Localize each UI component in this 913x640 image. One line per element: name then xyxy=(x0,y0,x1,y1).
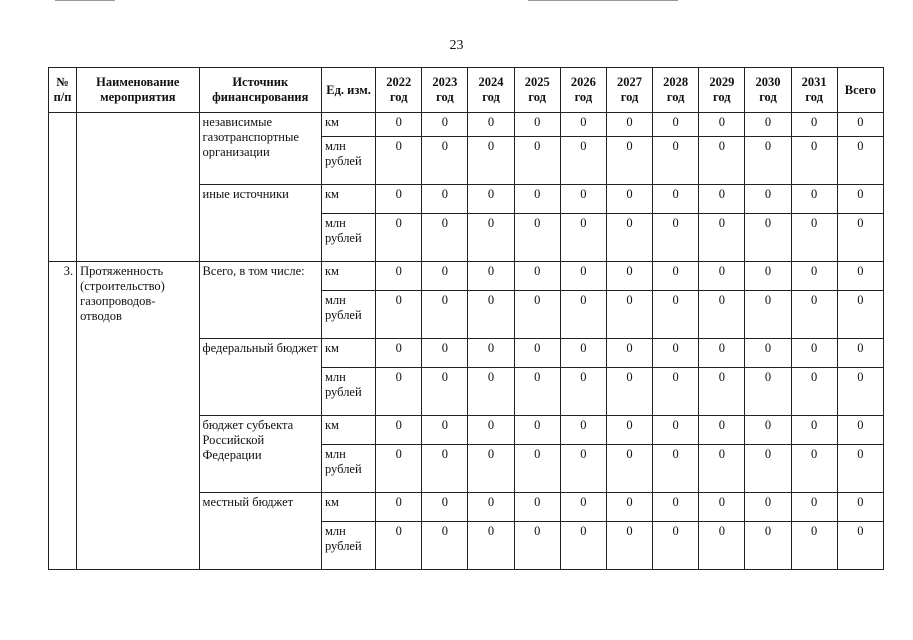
value-cell: 0 xyxy=(514,113,560,137)
unit-million-rub: млн рублей xyxy=(321,291,375,339)
value-cell: 0 xyxy=(699,368,745,416)
total-cell: 0 xyxy=(837,368,883,416)
value-cell: 0 xyxy=(376,445,422,493)
value-cell: 0 xyxy=(468,214,514,262)
value-cell: 0 xyxy=(791,416,837,445)
value-cell: 0 xyxy=(422,262,468,291)
value-cell: 0 xyxy=(514,214,560,262)
value-cell: 0 xyxy=(514,185,560,214)
value-cell: 0 xyxy=(653,185,699,214)
total-cell: 0 xyxy=(837,445,883,493)
unit-km: км xyxy=(321,113,375,137)
value-cell: 0 xyxy=(376,522,422,570)
unit-km: км xyxy=(321,416,375,445)
value-cell: 0 xyxy=(699,113,745,137)
value-cell: 0 xyxy=(606,416,652,445)
value-cell: 0 xyxy=(606,137,652,185)
value-cell: 0 xyxy=(560,113,606,137)
header-year: 2028 год xyxy=(653,68,699,113)
unit-million-rub: млн рублей xyxy=(321,214,375,262)
value-cell: 0 xyxy=(791,368,837,416)
funding-source: Всего, в том числе: xyxy=(199,262,321,339)
header-year: 2024 год xyxy=(468,68,514,113)
funding-source: местный бюджет xyxy=(199,493,321,570)
value-cell: 0 xyxy=(653,291,699,339)
value-cell: 0 xyxy=(422,113,468,137)
value-cell: 0 xyxy=(560,368,606,416)
value-cell: 0 xyxy=(745,445,791,493)
value-cell: 0 xyxy=(560,214,606,262)
value-cell: 0 xyxy=(468,137,514,185)
value-cell: 0 xyxy=(699,522,745,570)
unit-million-rub: млн рублей xyxy=(321,368,375,416)
value-cell: 0 xyxy=(791,262,837,291)
value-cell: 0 xyxy=(514,416,560,445)
total-cell: 0 xyxy=(837,113,883,137)
value-cell: 0 xyxy=(606,368,652,416)
value-cell: 0 xyxy=(653,493,699,522)
value-cell: 0 xyxy=(653,416,699,445)
value-cell: 0 xyxy=(422,416,468,445)
value-cell: 0 xyxy=(699,291,745,339)
value-cell: 0 xyxy=(514,291,560,339)
value-cell: 0 xyxy=(606,339,652,368)
value-cell: 0 xyxy=(699,493,745,522)
value-cell: 0 xyxy=(560,522,606,570)
page-number: 23 xyxy=(449,38,464,53)
value-cell: 0 xyxy=(606,493,652,522)
funding-source: федеральный бюджет xyxy=(199,339,321,416)
value-cell: 0 xyxy=(791,339,837,368)
row-index: 3. xyxy=(49,262,77,570)
table-row xyxy=(49,262,884,291)
total-cell: 0 xyxy=(837,214,883,262)
scan-artifact-line xyxy=(55,0,115,1)
value-cell: 0 xyxy=(422,339,468,368)
value-cell: 0 xyxy=(560,137,606,185)
total-cell: 0 xyxy=(837,339,883,368)
value-cell: 0 xyxy=(376,416,422,445)
value-cell: 0 xyxy=(606,185,652,214)
value-cell: 0 xyxy=(376,185,422,214)
value-cell: 0 xyxy=(422,368,468,416)
value-cell: 0 xyxy=(653,262,699,291)
unit-million-rub: млн рублей xyxy=(321,445,375,493)
header-name: Наименование мероприятия xyxy=(77,68,199,113)
value-cell: 0 xyxy=(422,522,468,570)
value-cell: 0 xyxy=(514,522,560,570)
value-cell: 0 xyxy=(791,137,837,185)
value-cell: 0 xyxy=(745,339,791,368)
funding-source: иные источники xyxy=(199,185,321,262)
value-cell: 0 xyxy=(745,493,791,522)
unit-million-rub: млн рублей xyxy=(321,137,375,185)
value-cell: 0 xyxy=(560,416,606,445)
value-cell: 0 xyxy=(653,522,699,570)
unit-km: км xyxy=(321,339,375,368)
value-cell: 0 xyxy=(376,493,422,522)
value-cell: 0 xyxy=(791,113,837,137)
value-cell: 0 xyxy=(514,493,560,522)
header-unit: Ед. изм. xyxy=(321,68,375,113)
value-cell: 0 xyxy=(699,445,745,493)
header-year: 2026 год xyxy=(560,68,606,113)
value-cell: 0 xyxy=(745,262,791,291)
value-cell: 0 xyxy=(791,522,837,570)
value-cell: 0 xyxy=(376,262,422,291)
value-cell: 0 xyxy=(468,262,514,291)
header-row xyxy=(49,68,884,113)
value-cell: 0 xyxy=(653,113,699,137)
value-cell: 0 xyxy=(791,214,837,262)
value-cell: 0 xyxy=(514,368,560,416)
value-cell: 0 xyxy=(699,339,745,368)
value-cell: 0 xyxy=(560,262,606,291)
value-cell: 0 xyxy=(791,445,837,493)
value-cell: 0 xyxy=(791,493,837,522)
value-cell: 0 xyxy=(699,185,745,214)
value-cell: 0 xyxy=(376,368,422,416)
value-cell: 0 xyxy=(745,522,791,570)
value-cell: 0 xyxy=(468,522,514,570)
value-cell: 0 xyxy=(606,445,652,493)
value-cell: 0 xyxy=(606,214,652,262)
activity-name: Протяженность (строительство) газопроводов-отводов xyxy=(77,262,199,570)
value-cell: 0 xyxy=(606,291,652,339)
unit-km: км xyxy=(321,185,375,214)
value-cell: 0 xyxy=(468,416,514,445)
value-cell: 0 xyxy=(468,339,514,368)
value-cell: 0 xyxy=(514,445,560,493)
value-cell: 0 xyxy=(745,185,791,214)
header-year: 2031 год xyxy=(791,68,837,113)
value-cell: 0 xyxy=(791,185,837,214)
total-cell: 0 xyxy=(837,185,883,214)
value-cell: 0 xyxy=(376,291,422,339)
value-cell: 0 xyxy=(606,522,652,570)
value-cell: 0 xyxy=(376,214,422,262)
value-cell: 0 xyxy=(468,113,514,137)
table-row xyxy=(49,113,884,137)
value-cell: 0 xyxy=(376,339,422,368)
value-cell: 0 xyxy=(653,445,699,493)
total-cell: 0 xyxy=(837,137,883,185)
unit-km: км xyxy=(321,493,375,522)
value-cell: 0 xyxy=(514,339,560,368)
total-cell: 0 xyxy=(837,291,883,339)
value-cell: 0 xyxy=(560,493,606,522)
value-cell: 0 xyxy=(422,185,468,214)
header-index: № п/п xyxy=(49,68,77,113)
value-cell: 0 xyxy=(745,291,791,339)
unit-km: км xyxy=(321,262,375,291)
total-cell: 0 xyxy=(837,493,883,522)
value-cell: 0 xyxy=(653,214,699,262)
funding-source: независимые газотранспортные организации xyxy=(199,113,321,185)
value-cell: 0 xyxy=(514,262,560,291)
value-cell: 0 xyxy=(606,113,652,137)
value-cell: 0 xyxy=(606,262,652,291)
header-year: 2025 год xyxy=(514,68,560,113)
value-cell: 0 xyxy=(560,339,606,368)
value-cell: 0 xyxy=(653,137,699,185)
header-year: 2027 год xyxy=(606,68,652,113)
value-cell: 0 xyxy=(376,113,422,137)
value-cell: 0 xyxy=(422,137,468,185)
value-cell: 0 xyxy=(745,368,791,416)
unit-million-rub: млн рублей xyxy=(321,522,375,570)
value-cell: 0 xyxy=(745,113,791,137)
value-cell: 0 xyxy=(468,291,514,339)
value-cell: 0 xyxy=(699,214,745,262)
value-cell: 0 xyxy=(422,445,468,493)
value-cell: 0 xyxy=(468,493,514,522)
value-cell: 0 xyxy=(468,445,514,493)
scan-artifact-line xyxy=(528,0,678,1)
value-cell: 0 xyxy=(468,368,514,416)
value-cell: 0 xyxy=(791,291,837,339)
financing-table xyxy=(48,67,884,570)
total-cell: 0 xyxy=(837,522,883,570)
value-cell: 0 xyxy=(699,416,745,445)
value-cell: 0 xyxy=(745,214,791,262)
value-cell: 0 xyxy=(560,291,606,339)
value-cell: 0 xyxy=(699,262,745,291)
header-year: 2030 год xyxy=(745,68,791,113)
value-cell: 0 xyxy=(745,137,791,185)
row-index xyxy=(49,113,77,262)
value-cell: 0 xyxy=(422,291,468,339)
value-cell: 0 xyxy=(560,445,606,493)
value-cell: 0 xyxy=(699,137,745,185)
value-cell: 0 xyxy=(560,185,606,214)
total-cell: 0 xyxy=(837,416,883,445)
value-cell: 0 xyxy=(653,339,699,368)
value-cell: 0 xyxy=(514,137,560,185)
value-cell: 0 xyxy=(745,416,791,445)
header-source: Источник финансирования xyxy=(199,68,321,113)
header-year: 2029 год xyxy=(699,68,745,113)
activity-name xyxy=(77,113,199,262)
header-total: Всего xyxy=(837,68,883,113)
value-cell: 0 xyxy=(468,185,514,214)
header-year: 2022 год xyxy=(376,68,422,113)
value-cell: 0 xyxy=(422,214,468,262)
value-cell: 0 xyxy=(422,493,468,522)
value-cell: 0 xyxy=(653,368,699,416)
header-year: 2023 год xyxy=(422,68,468,113)
value-cell: 0 xyxy=(376,137,422,185)
funding-source: бюджет субъекта Российской Федерации xyxy=(199,416,321,493)
total-cell: 0 xyxy=(837,262,883,291)
